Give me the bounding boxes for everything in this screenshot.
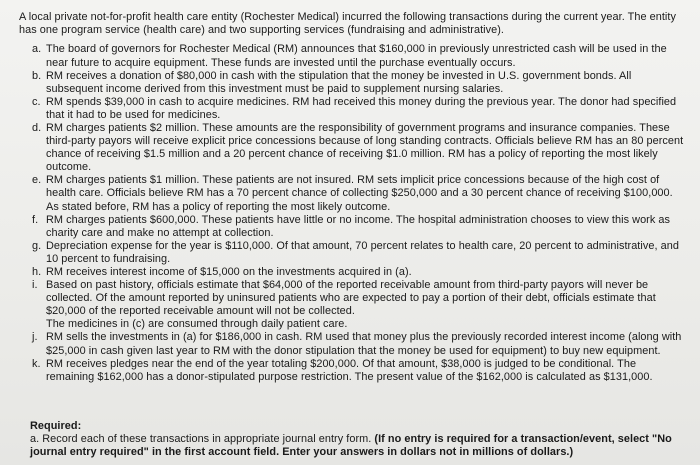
transaction-item-d: [32, 122, 684, 174]
item-letter: f.: [32, 213, 39, 226]
item-letter: g.: [32, 239, 42, 252]
transaction-item-h: [32, 266, 684, 279]
item-text: Based on past history, officials estimate that $64,000 of the reported receivable amount from third-party payors will never be collected. Of the amount reported by uninsured patients who are expected to pay a portion of their debt, officials estimate that $20,000 of the reported receivable amount will not be collected.: [46, 279, 656, 318]
item-letter: h.: [32, 266, 42, 278]
item-text: RM receives a donation of $80,000 in cash with the stipulation that the money be invested in U.S. government bonds. All subsequent income derived from this investment must be paid to supplement nursing salaries.: [46, 69, 632, 95]
item-text: The board of governors for Rochester Medical (RM) announces that $160,000 in previously unrestricted cash will be used in the near future to acquire equipment. These funds are invested until the purchase eventually occurs.: [46, 43, 667, 69]
item-text: RM charges patients $600,000. These patients have little or no income. The hospital administration chooses to view this work as charity care and make no attempt at collection.: [46, 213, 671, 239]
item-letter: j.: [32, 331, 38, 344]
item-text: RM sells the investments in (a) for $186,000 in cash. RM used that money plus the previously recorded interest income (along with $25,000 in cash given last year to RM with the donor stipulation that the money be used for equipment) to buy new equipment.: [46, 331, 682, 357]
transaction-item-a: [32, 43, 684, 69]
required-task-instructions: (If no entry is required for a transaction/event, select "No journal entry required" in the first account field. Enter your answers in dollars not in millions of dollars.): [30, 433, 672, 459]
item-text: Depreciation expense for the year is $110,000. Of that amount, 70 percent relates to health care, 20 percent to administrative, and 10 percent to fundraising.: [46, 239, 679, 265]
required-section: [30, 420, 684, 460]
transaction-item-f: [32, 214, 684, 240]
item-text: RM spends $39,000 in cash to acquire medicines. RM had received this money during the previous year. The donor had specified that it had to be used for medicines.: [46, 95, 677, 121]
problem-intro: A local private not-for-profit health care entity (Rochester Medical) incurred the following transactions during the current year. The entity has one program service (health care) and two supporting services (fundraising and administrative).: [19, 11, 676, 37]
item-letter: c.: [32, 95, 41, 108]
item-letter: a.: [32, 43, 42, 56]
item-text: RM receives interest income of $15,000 on the investments acquired in (a).: [46, 266, 412, 278]
transaction-list: [32, 43, 684, 383]
required-heading: Required:: [30, 420, 82, 432]
item-text: RM charges patients $2 million. These amounts are the responsibility of government programs and insurance companies. These third-party payors will receive explicit price concessions because of long standing contracts. Officials believe RM has an 80 percent chance of receiving $1.5 million and a 20 percent chance of receiving $1.0 million. RM has a policy of reporting the most likely outcome.: [46, 121, 684, 174]
transaction-item-e: [32, 174, 684, 213]
transaction-item-i: [32, 279, 684, 331]
item-letter: k.: [32, 357, 41, 370]
item-letter: b.: [32, 69, 42, 82]
item-text: RM charges patients $1 million. These patients are not insured. RM sets implicit price concessions because of the high cost of health care. Officials believe RM has a 70 percent chance of collecting $250,000 and a 30 percent chance of receiving $100,000. As stated before, RM has a policy of reporting the most likely outcome.: [46, 174, 673, 213]
transaction-item-b: [32, 70, 684, 96]
item-extra-text: The medicines in (c) are consumed through daily patient care.: [46, 318, 348, 331]
item-text: RM receives pledges near the end of the year totaling $200,000. Of that amount, $38,000 is judged to be conditional. The remaining $162,000 has a donor-stipulated purpose restriction. The present value of the $162,000 is calculated as $131,000.: [46, 357, 653, 383]
transaction-item-j: [32, 331, 684, 357]
required-task-prefix: a. Record each of these transactions in appropriate journal entry form.: [30, 433, 372, 446]
item-letter: d.: [32, 121, 42, 134]
required-task: [30, 433, 684, 459]
transaction-item-g: [32, 240, 684, 266]
transaction-item-k: [32, 358, 684, 384]
item-letter: e.: [32, 174, 42, 187]
item-letter: i.: [32, 279, 38, 292]
transaction-item-c: [32, 96, 684, 122]
